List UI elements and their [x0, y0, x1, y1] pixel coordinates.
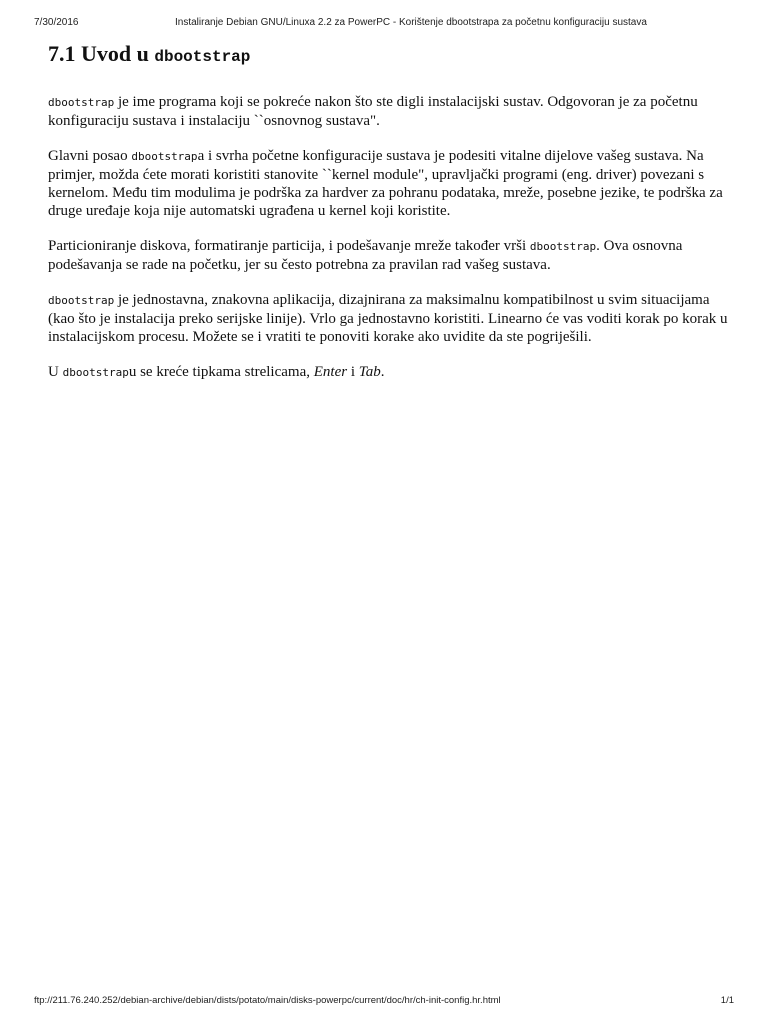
paragraph-2-after: a i svrha početne konfiguracije sustava je podesiti vitalne dijelove vašeg sustava. Na primjer, možda ćete morati koristiti stanovite ``kernel module", upravljački programi (eng. driver) povezani s kernelom. Među tim modulima je podrška za hardver za pohranu podataka, mreže, posebne jezike, te podrška za druge uređaje koja nije automatski ugrađena u kernel koji koristite.	[48, 148, 723, 219]
print-date: 7/30/2016	[34, 17, 79, 28]
paragraph-3-after: . Ova osnovna podešavanja se rade na početku, jer su često potrebna za pravilan rad vašeg sustava.	[48, 238, 683, 273]
paragraph-1	[48, 93, 728, 130]
page-number: 1/1	[720, 995, 734, 1006]
paragraph-5-end: .	[380, 364, 385, 380]
paragraph-5-before: U	[48, 364, 63, 380]
page-title-code: dbootstrap	[154, 48, 251, 66]
paragraph-5-middle: u se kreće tipkama strelicama,	[128, 364, 314, 380]
paragraph-1-text: je ime programa koji se pokreće nakon što ste digli instalacijski sustav. Odgovoran je za početnu konfiguraciju sustava i instalaciju ``osnovnog sustava".	[48, 94, 698, 129]
print-url: ftp://211.76.240.252/debian-archive/debian/dists/potato/main/disks-powerpc/current/doc/hr/ch-init-config.hr.html	[34, 995, 501, 1006]
paragraph-5-and: i	[347, 364, 359, 380]
code-dbootstrap: dbootstrap	[48, 294, 115, 307]
print-footer	[34, 995, 734, 1009]
paragraph-4	[48, 291, 728, 346]
print-document-title: Instaliranje Debian GNU/Linuxa 2.2 za PowerPC - Korištenje dbootstrapa za početnu konfiguraciju sustava	[175, 17, 647, 28]
code-dbootstrap: dbootstrap	[529, 240, 597, 253]
paragraph-3	[48, 237, 728, 274]
code-dbootstrap: dbootstrap	[62, 366, 129, 379]
key-enter: Enter	[313, 364, 348, 380]
page-title	[48, 40, 728, 71]
paragraph-2	[48, 147, 728, 220]
paragraph-5	[48, 363, 728, 382]
print-header	[34, 17, 734, 31]
paragraph-4-text: je jednostavna, znakovna aplikacija, dizajnirana za maksimalnu kompatibilnost u svim situacijama (kao što je instalacija preko serijske linije). Vrlo ga jednostavno koristiti. Linearno će vas voditi korak po korak u instalacijskom procesu. Možete se i vratiti te ponoviti korake ako uvidite da ste pogriješili.	[48, 292, 728, 345]
code-dbootstrap: dbootstrap	[131, 150, 198, 163]
paragraph-2-before: Glavni posao	[48, 148, 132, 164]
code-dbootstrap: dbootstrap	[48, 96, 115, 109]
key-tab: Tab	[358, 364, 381, 380]
paragraph-3-before: Particioniranje diskova, formatiranje particija, i podešavanje mreže također vrši	[48, 238, 530, 254]
page-title-text: 7.1 Uvod u	[48, 41, 155, 66]
document-content	[48, 40, 728, 399]
